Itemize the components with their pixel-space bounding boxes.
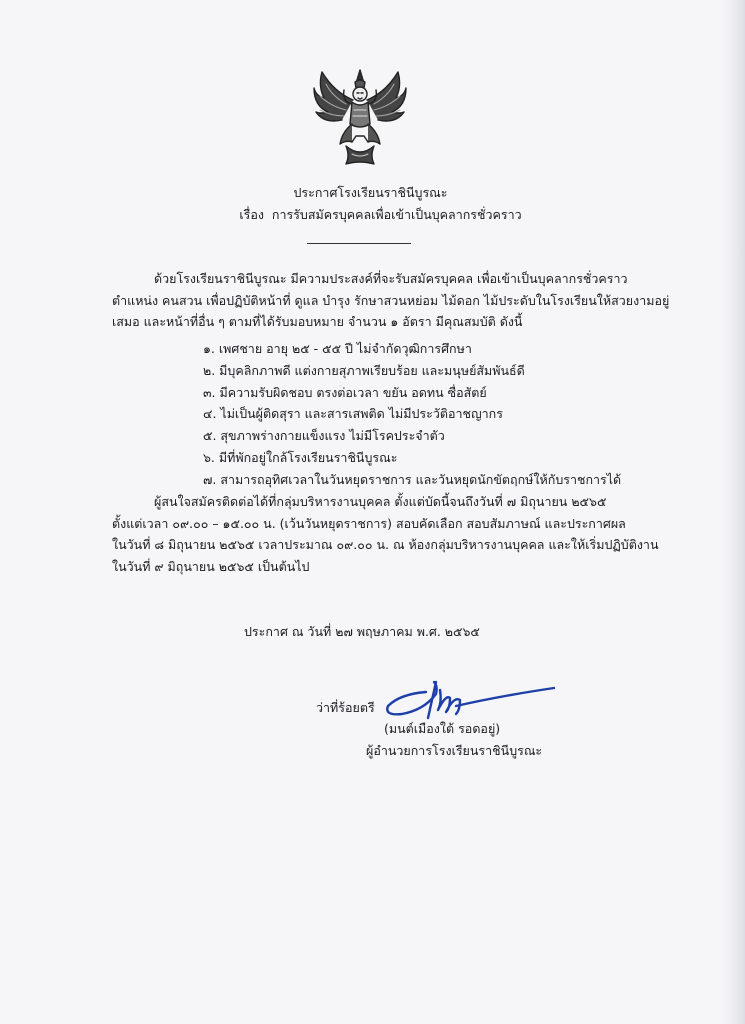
application-line: ตั้งแต่เวลา ๐๙.๐๐ – ๑๕.๐๐ น. (เว้นวันหยุดราชการ) สอบคัดเลือก สอบสัมภาษณ์ และประกาศผล [112, 515, 626, 531]
garuda-emblem-icon [312, 66, 408, 170]
qualification-item: ๕. สุขภาพร่างกายแข็งแรง ไม่มีโรคประจำตัว [203, 428, 445, 444]
document-subject [8, 204, 745, 225]
signer-rank: ว่าที่ร้อยตรี [316, 700, 375, 715]
application-line: ผู้สนใจสมัครติดต่อได้ที่กลุ่มบริหารงานบุคคล ตั้งแต่บัดนี้จนถึงวันที่ ๗ มิถุนายน ๒๕๖๕ [154, 494, 607, 509]
qualification-item: ๒. มีบุคลิกภาพดี แต่งกายสุภาพเรียบร้อย และมนุษย์สัมพันธ์ดี [203, 362, 525, 378]
qualification-item: ๓. มีความรับผิดชอบ ตรงต่อเวลา ขยัน อดทน ซื่อสัตย์ [203, 384, 487, 400]
subject-text: การรับสมัครบุคคลเพื่อเข้าเป็นบุคลากรชั่วคราว [271, 207, 522, 222]
announcement-date: ประกาศ ณ วันที่ ๒๗ พฤษภาคม พ.ศ. ๒๕๖๕ [244, 624, 480, 639]
intro-line: เสมอ และหน้าที่อื่น ๆ ตามที่ได้รับมอบหมาย จำนวน ๑ อัตรา มีคุณสมบัติ ดังนี้ [112, 314, 523, 329]
intro-paragraph [112, 268, 672, 333]
signer-position: ผู้อำนวยการโรงเรียนราชินีบูรณะ [366, 743, 543, 758]
intro-line: ด้วยโรงเรียนราชินีบูรณะ มีความประสงค์ที่จะรับสมัครบุคคล เพื่อเข้าเป็นบุคลากรชั่วคราว [154, 271, 628, 286]
qualification-item: ๖. มีที่พักอยู่ใกล้โรงเรียนราชินีบูรณะ [203, 449, 398, 465]
qualification-item: ๗. สามารถอุทิศเวลาในวันหยุดราชการ และวันหยุดนักขัตฤกษ์ให้กับราชการได้ [203, 471, 622, 487]
title-divider [307, 243, 411, 244]
qualification-item: ๑. เพศชาย อายุ ๒๕ - ๕๕ ปี ไม่จำกัดวุฒิการศึกษา [203, 341, 472, 356]
subject-label: เรื่อง [239, 207, 264, 222]
document-title: ประกาศโรงเรียนราชินีบูรณะ [293, 185, 448, 200]
paper-edge-shadow [723, 0, 745, 1024]
qualification-item: ๔. ไม่เป็นผู้ติดสุรา และสารเสพติด ไม่มีประวัติอาชญากร [203, 406, 503, 422]
application-line: ในวันที่ ๙ มิถุนายน ๒๕๖๕ เป็นต้นไป [112, 558, 310, 574]
signature-icon [380, 672, 560, 724]
intro-line: ตำแหน่ง คนสวน เพื่อปฏิบัติหน้าที่ ดูแล บำรุง รักษาสวนหย่อม ไม้ดอก ไม้ประดับในโรงเรียนให้สวยงามอยู่ [112, 292, 670, 308]
qualification-list [203, 338, 621, 491]
application-line: ในวันที่ ๘ มิถุนายน ๒๕๖๕ เวลาประมาณ ๐๙.๐๐ น. ณ ห้องกลุ่มบริหารงานบุคคล และให้เริ่มปฏิบัติงาน [112, 537, 659, 552]
application-paragraph [112, 491, 672, 577]
signer-name: (มนต์เมืองใต้ รอดอยู่) [384, 721, 501, 736]
